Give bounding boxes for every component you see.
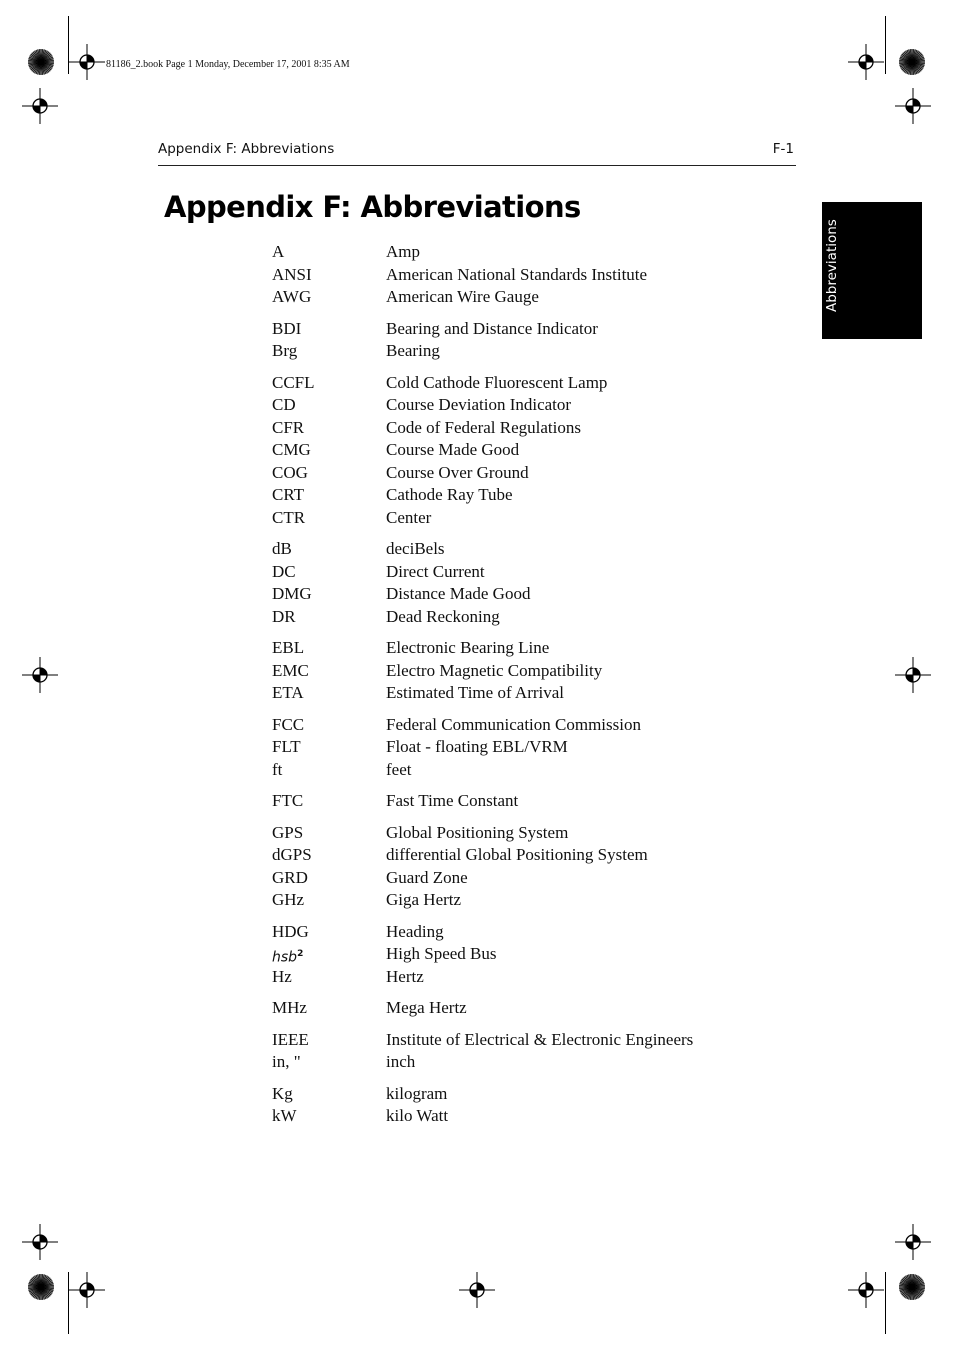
abbreviation-term: CFR xyxy=(272,417,305,437)
abbreviation-row xyxy=(272,889,792,912)
abbreviation-term: DR xyxy=(272,606,296,626)
abbreviation-definition: American Wire Gauge xyxy=(386,287,539,306)
abbreviation-definition: Bearing and Distance Indicator xyxy=(386,318,598,338)
abbreviation-row xyxy=(272,507,792,530)
abbreviation-row xyxy=(272,394,792,417)
abbreviation-definition: Fast Time Constant xyxy=(386,791,519,810)
abbreviation-row xyxy=(272,682,792,705)
registration-mark-icon xyxy=(22,1224,58,1260)
abbreviation-definition: Float - floating EBL/VRM xyxy=(386,737,568,756)
registration-mark-icon xyxy=(22,657,58,693)
abbreviation-group xyxy=(272,318,792,363)
abbreviation-group xyxy=(272,372,792,530)
abbreviation-term: ft xyxy=(272,759,283,779)
abbreviation-definition: Amp xyxy=(386,242,420,261)
running-head-title: Appendix F: Abbreviations xyxy=(158,141,335,157)
abbreviation-row xyxy=(272,844,792,867)
abbreviation-row xyxy=(272,660,792,683)
abbreviation-row xyxy=(272,714,792,737)
registration-mark-icon xyxy=(895,1224,931,1260)
abbreviation-definition: Cathode Ray Tube xyxy=(386,485,513,504)
abbreviation-term: IEEE xyxy=(272,1029,309,1049)
abbreviation-term: DC xyxy=(272,561,296,581)
abbreviation-definition: Federal Communication Commission xyxy=(386,714,641,734)
registration-mark-icon xyxy=(459,1272,495,1308)
abbreviation-term: EBL xyxy=(272,638,305,657)
abbreviation-definition: Distance Made Good xyxy=(386,584,531,603)
abbreviation-term: BDI xyxy=(272,318,302,338)
starburst-mark-icon xyxy=(27,1273,55,1301)
abbreviation-row xyxy=(272,606,792,629)
abbreviation-row xyxy=(272,561,792,584)
abbreviation-row xyxy=(272,822,792,845)
abbreviation-term: FLT xyxy=(272,737,301,756)
abbreviation-definition: Electronic Bearing Line xyxy=(386,638,550,657)
starburst-mark-icon xyxy=(898,1273,926,1301)
abbreviation-definition: Institute of Electrical & Electronic Engineers xyxy=(386,1029,694,1049)
abbreviation-term: CCFL xyxy=(272,372,315,392)
abbreviation-definition: Hertz xyxy=(386,966,424,986)
abbreviation-group xyxy=(272,1083,792,1128)
abbreviation-term: FTC xyxy=(272,791,304,810)
abbreviation-group xyxy=(272,997,792,1020)
abbreviation-term: Hz xyxy=(272,966,292,986)
abbreviation-definition: Direct Current xyxy=(386,561,485,581)
abbreviation-row xyxy=(272,417,792,440)
abbreviation-row xyxy=(272,1051,792,1074)
abbreviation-definition: Heading xyxy=(386,921,444,941)
abbreviation-term: DMG xyxy=(272,584,312,603)
abbreviation-definition: High Speed Bus xyxy=(386,944,497,963)
abbreviation-row xyxy=(272,1105,792,1128)
abbreviation-term: in, " xyxy=(272,1052,301,1071)
abbreviation-row xyxy=(272,372,792,395)
abbreviation-term: CD xyxy=(272,395,296,414)
abbreviation-group xyxy=(272,921,792,989)
registration-mark-icon xyxy=(69,44,105,80)
registration-mark-icon xyxy=(848,1272,884,1308)
abbreviation-term: GRD xyxy=(272,867,308,887)
abbreviation-row xyxy=(272,637,792,660)
abbreviation-term: ANSI xyxy=(272,264,312,284)
abbreviation-group xyxy=(272,637,792,705)
abbreviation-definition: Electro Magnetic Compatibility xyxy=(386,660,603,680)
abbreviation-term: AWG xyxy=(272,287,312,306)
abbreviation-row xyxy=(272,921,792,944)
abbreviation-group xyxy=(272,714,792,782)
abbreviation-list xyxy=(272,241,792,1137)
abbreviation-term: A xyxy=(272,242,285,261)
abbreviation-definition: Center xyxy=(386,507,432,527)
abbreviation-definition: deciBels xyxy=(386,539,445,558)
abbreviation-definition: Global Positioning System xyxy=(386,822,569,842)
abbreviation-row xyxy=(272,241,792,264)
abbreviation-term: FCC xyxy=(272,714,305,734)
abbreviation-row xyxy=(272,790,792,813)
abbreviation-group xyxy=(272,822,792,912)
abbreviation-definition: kilo Watt xyxy=(386,1106,449,1125)
crop-mark xyxy=(885,16,886,74)
abbreviation-row xyxy=(272,966,792,989)
abbreviation-term xyxy=(272,943,386,966)
abbreviation-row xyxy=(272,462,792,485)
abbreviation-definition: kilogram xyxy=(386,1083,448,1103)
abbreviation-row xyxy=(272,1083,792,1106)
registration-mark-icon xyxy=(895,657,931,693)
abbreviation-definition: Code of Federal Regulations xyxy=(386,417,581,437)
abbreviation-row xyxy=(272,1029,792,1052)
abbreviation-definition: feet xyxy=(386,759,412,779)
abbreviation-definition: Course Deviation Indicator xyxy=(386,395,572,414)
abbreviation-term: GHz xyxy=(272,890,305,909)
abbreviation-row xyxy=(272,583,792,606)
abbreviation-definition: inch xyxy=(386,1052,416,1071)
abbreviation-definition: Guard Zone xyxy=(386,867,468,887)
registration-mark-icon xyxy=(69,1272,105,1308)
abbreviation-term: EMC xyxy=(272,660,309,680)
crop-mark xyxy=(885,1272,886,1334)
abbreviation-term: dGPS xyxy=(272,845,312,864)
abbreviation-term: Brg xyxy=(272,341,298,360)
abbreviation-term: Kg xyxy=(272,1083,293,1103)
abbreviation-term: kW xyxy=(272,1106,297,1125)
abbreviation-term: dB xyxy=(272,539,292,558)
abbreviation-term: GPS xyxy=(272,822,304,842)
abbreviation-row xyxy=(272,340,792,363)
abbreviation-term: COG xyxy=(272,462,308,482)
abbreviation-term: ETA xyxy=(272,683,304,702)
page-number: F-1 xyxy=(772,141,794,157)
abbreviation-definition: Giga Hertz xyxy=(386,890,462,909)
abbreviation-row xyxy=(272,943,792,966)
page-title: Appendix F: Abbreviations xyxy=(164,190,581,224)
abbreviation-term: CMG xyxy=(272,440,311,459)
registration-mark-icon xyxy=(22,88,58,124)
registration-mark-icon xyxy=(895,88,931,124)
abbreviation-definition: differential Global Positioning System xyxy=(386,845,648,864)
abbreviation-row xyxy=(272,867,792,890)
abbreviation-row xyxy=(272,286,792,309)
abbreviation-term: MHz xyxy=(272,998,307,1017)
abbreviation-group xyxy=(272,538,792,628)
abbreviation-row xyxy=(272,538,792,561)
abbreviation-superscript: 2 xyxy=(297,949,304,959)
abbreviation-group xyxy=(272,790,792,813)
abbreviation-definition: Course Over Ground xyxy=(386,462,529,482)
registration-mark-icon xyxy=(848,44,884,80)
abbreviation-definition: Estimated Time of Arrival xyxy=(386,683,565,702)
abbreviation-row xyxy=(272,439,792,462)
abbreviation-definition: Dead Reckoning xyxy=(386,606,500,626)
abbreviation-row xyxy=(272,997,792,1020)
abbreviation-group xyxy=(272,241,792,309)
abbreviation-row xyxy=(272,759,792,782)
abbreviation-row xyxy=(272,318,792,341)
abbreviation-row xyxy=(272,484,792,507)
abbreviation-definition: Bearing xyxy=(386,341,440,360)
book-slug: 81186_2.book Page 1 Monday, December 17, 2001 8:35 AM xyxy=(106,59,350,70)
abbreviation-row xyxy=(272,736,792,759)
starburst-mark-icon xyxy=(898,48,926,76)
abbreviation-term: HDG xyxy=(272,921,309,941)
abbreviation-definition: Course Made Good xyxy=(386,440,520,459)
abbreviation-term: CTR xyxy=(272,507,306,527)
abbreviation-group xyxy=(272,1029,792,1074)
abbreviation-row xyxy=(272,264,792,287)
abbreviation-definition: Cold Cathode Fluorescent Lamp xyxy=(386,372,608,392)
abbreviation-term-text: hsb xyxy=(272,949,298,966)
abbreviation-definition: American National Standards Institute xyxy=(386,264,648,284)
starburst-mark-icon xyxy=(27,48,55,76)
running-head xyxy=(158,141,796,166)
abbreviation-definition: Mega Hertz xyxy=(386,998,467,1017)
abbreviation-term: CRT xyxy=(272,485,305,504)
section-tab-label: Abbreviations xyxy=(824,219,840,312)
